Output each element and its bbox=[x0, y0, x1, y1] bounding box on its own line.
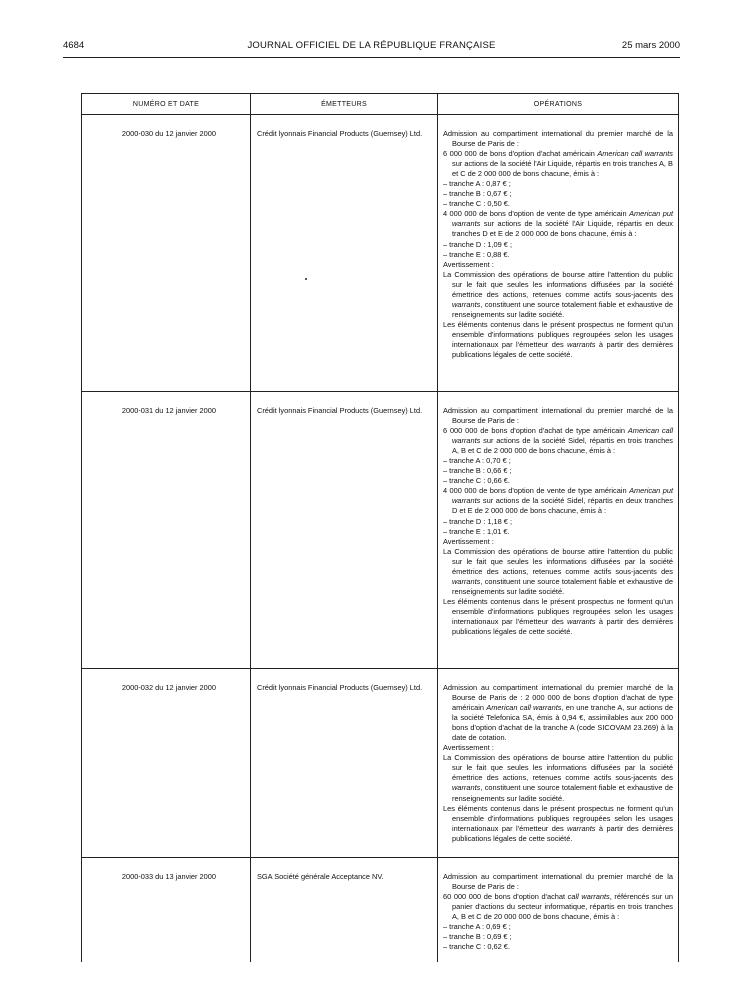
tranche-line: – tranche D : 1,09 € ; bbox=[443, 239, 513, 249]
tranche-line: – tranche E : 1,01 €. bbox=[443, 526, 510, 536]
warning-text: La Commission des opérations de bourse attire l'attention du public sur le fait que seules les informations diffusées par la société émettrice des actions, retenues comme actifs sous-jacents des warrants, constituent une source totalement fiable et exhaustive de renseignements sur ladite société. bbox=[443, 753, 673, 803]
tranche-line: – tranche A : 0,87 € ; bbox=[443, 179, 511, 189]
operations-table bbox=[81, 93, 679, 962]
table-row bbox=[82, 858, 679, 963]
emetteur-cell bbox=[251, 115, 438, 392]
tranche-line: – tranche C : 0,66 €. bbox=[443, 476, 510, 486]
journal-title: JOURNAL OFFICIEL DE LA RÉPUBLIQUE FRANÇAISE bbox=[247, 40, 496, 51]
table-row bbox=[82, 392, 679, 669]
operations-cell bbox=[438, 858, 679, 963]
tranche-line: – tranche C : 0,50 €. bbox=[443, 199, 510, 209]
tranche-line: – tranche A : 0,70 € ; bbox=[443, 456, 511, 466]
warning-heading: Avertissement : bbox=[443, 259, 494, 269]
tranche-line: – tranche E : 0,88 €. bbox=[443, 249, 510, 259]
warrants-paragraph: 4 000 000 de bons d'option de vente de type américain American put warrants sur actions de la société Sidel, répartis en deux tranches D et E de 2 000 000 de bons chacune, émis à : bbox=[443, 486, 673, 516]
tranche-line: – tranche C : 0,62 €. bbox=[443, 942, 510, 952]
numero-cell: 2000-032 du 12 janvier 2000 bbox=[82, 669, 251, 858]
warning-heading: Avertissement : bbox=[443, 536, 494, 546]
warrants-paragraph: 4 000 000 de bons d'option de vente de type américain American put warrants sur actions de la société l'Air Liquide, répartis en deux tranches D et E de 2 000 000 de bons chacune, émis à : bbox=[443, 209, 673, 239]
operations-cell bbox=[438, 115, 679, 392]
column-header-numero: NUMÉRO ET DATE bbox=[82, 94, 251, 115]
admission-text: Admission au compartiment international du premier marché de la Bourse de Paris de : bbox=[443, 406, 673, 426]
tranche-line: – tranche B : 0,69 € ; bbox=[443, 932, 512, 942]
admission-text: Admission au compartiment international du premier marché de la Bourse de Paris de : 2 000 000 de bons d'option d'achat de type américain American call warrants, en une tranche A, sur actions de la société Telefonica SA, émis à 0,94 €, assimilables aux 200 000 bons d'option d'achat de la tranche A (code SICOVAM 23.269) à la date de cotation. bbox=[443, 683, 673, 743]
tranche-line: – tranche B : 0,66 € ; bbox=[443, 466, 512, 476]
table-row bbox=[82, 669, 679, 858]
admission-text: Admission au compartiment international du premier marché de la Bourse de Paris de : bbox=[443, 872, 673, 892]
warning-heading: Avertissement : bbox=[443, 743, 494, 753]
page-header bbox=[63, 40, 680, 54]
emetteur-cell: Crédit lyonnais Financial Products (Guernsey) Ltd. bbox=[251, 669, 438, 858]
operations-cell bbox=[438, 392, 679, 669]
table-row bbox=[82, 115, 679, 392]
emetteur-cell: Crédit lyonnais Financial Products (Guernsey) Ltd. bbox=[251, 392, 438, 669]
numero-cell: 2000-030 du 12 janvier 2000 bbox=[82, 115, 251, 392]
numero-cell: 2000-033 du 13 janvier 2000 bbox=[82, 858, 251, 963]
numero-cell: 2000-031 du 12 janvier 2000 bbox=[82, 392, 251, 669]
warning-text: La Commission des opérations de bourse attire l'attention du public sur le fait que seules les informations diffusées par la société émettrice des actions, retenues comme actifs sous-jacents des warrants, constituent une source totalement fiable et exhaustive de renseignements sur ladite société. bbox=[443, 269, 673, 319]
tranche-line: – tranche A : 0,69 € ; bbox=[443, 922, 511, 932]
warrants-paragraph: 6 000 000 de bons d'option d'achat américain American call warrants sur actions de la société l'Air Liquide, répartis en trois tranches A, B et C de 2 000 000 de bons chacune, émis à : bbox=[443, 149, 673, 179]
emetteur-text: Crédit lyonnais Financial Products (Guernsey) Ltd. bbox=[257, 129, 423, 138]
stray-mark bbox=[257, 139, 431, 283]
tranche-line: – tranche D : 1,18 € ; bbox=[443, 516, 513, 526]
column-header-emetteurs: ÉMETTEURS bbox=[251, 94, 438, 115]
warning-text: Les éléments contenus dans le présent prospectus ne forment qu'un ensemble d'informations publiques regroupées selon les usages internationaux par l'émetteur des warrants à partir des dernières publications légales de cette société. bbox=[443, 319, 673, 360]
warrants-paragraph: 60 000 000 de bons d'option d'achat call warrants, référencés sur un panier d'actions du secteur informatique, répartis en trois tranches A, B et C de 20 000 000 de bons chacune, émis à : bbox=[443, 892, 674, 922]
emetteur-cell: SGA Société générale Acceptance NV. bbox=[251, 858, 438, 963]
operations-cell bbox=[438, 669, 679, 858]
warning-text: La Commission des opérations de bourse attire l'attention du public sur le fait que seules les informations diffusées par la société émettrice des actions, retenues comme actifs sous-jacents des warrants, constituent une source totalement fiable et exhaustive de renseignements sur ladite société. bbox=[443, 546, 673, 596]
header-rule bbox=[63, 57, 680, 58]
warrants-paragraph: 6 000 000 de bons d'option d'achat de type américain American call warrants sur actions de la société Sidel, répartis en trois tranches A, B et C de 2 000 000 de bons chacune, émis à : bbox=[443, 426, 673, 456]
table-header-row bbox=[82, 94, 679, 115]
warning-text: Les éléments contenus dans le présent prospectus ne forment qu'un ensemble d'informations publiques regroupées selon les usages internationaux par l'émetteur des warrants à partir des dernières publications légales de cette société. bbox=[443, 803, 673, 843]
column-header-operations: OPÉRATIONS bbox=[438, 94, 679, 115]
tranche-line: – tranche B : 0,67 € ; bbox=[443, 189, 512, 199]
warning-text: Les éléments contenus dans le présent prospectus ne forment qu'un ensemble d'informations publiques regroupées selon les usages internationaux par l'émetteur des warrants à partir des dernières publications légales de cette société. bbox=[443, 596, 673, 637]
admission-text: Admission au compartiment international du premier marché de la Bourse de Paris de : bbox=[443, 129, 673, 149]
publication-date: 25 mars 2000 bbox=[621, 40, 680, 51]
page-number: 4684 bbox=[63, 40, 85, 51]
